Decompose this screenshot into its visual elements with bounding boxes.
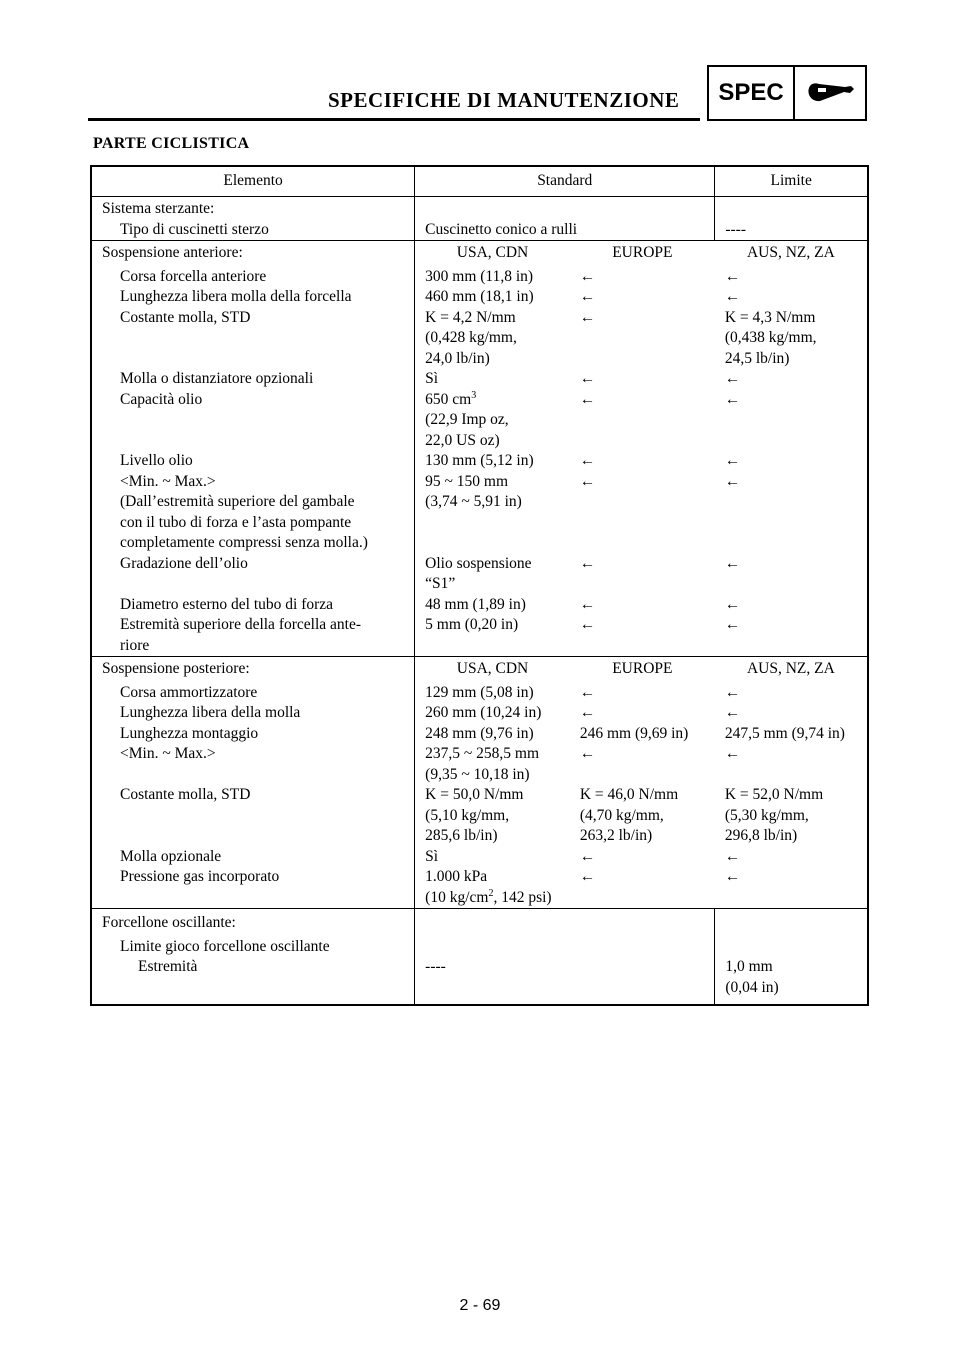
- table-row: [91, 957, 868, 1005]
- row-label: <Min. ~ Max.> (Dall’estremità superiore del gambale con il tubo di forza e l’asta pompante completamente compressi senza molla.): [120, 472, 368, 551]
- group-row-steering: [91, 197, 868, 220]
- standard-value: Cuscinetto conico a rulli: [415, 220, 715, 241]
- standard-value: 650 $cm^3$ (22,9 Imp oz, 22,0 US oz): [415, 390, 570, 452]
- page-header-title: SPECIFICHE DI MANUTENZIONE: [328, 88, 680, 112]
- group-label: Sistema sterzante:: [91, 197, 415, 220]
- standard-value: 237,5 ~ 258,5 mm (9,35 ~ 10,18 in): [415, 744, 570, 785]
- table-row: [91, 595, 868, 616]
- spec-badge: [707, 65, 867, 121]
- row-label: Molla opzionale: [120, 847, 222, 865]
- table-row: [91, 369, 868, 390]
- column-header: Limite: [715, 166, 868, 197]
- aus-value: ←: [724, 704, 741, 721]
- row-label: Lunghezza montaggio: [120, 724, 259, 742]
- table-row: [91, 785, 868, 847]
- group-label: Forcellone oscillante:: [91, 909, 415, 937]
- table-row: [91, 703, 868, 724]
- standard-value: Sì: [415, 369, 570, 390]
- region-header: EUROPE: [570, 657, 715, 683]
- rear-suspension-rows: [91, 683, 868, 909]
- table-row: [91, 937, 868, 958]
- aus-value: ←: [724, 616, 741, 633]
- region-header: USA, CDN: [415, 657, 570, 683]
- aus-value: K = 52,0 N/mm (5,30 kg/mm, 296,8 lb/in): [724, 786, 824, 844]
- aus-value: ←: [724, 595, 741, 613]
- row-label: Lunghezza libera molla della forcella: [120, 288, 352, 305]
- table-row: [91, 287, 868, 308]
- row-label: Estremità superiore della forcella ante- riore: [120, 616, 361, 654]
- front-suspension-rows: [91, 267, 868, 657]
- table-row: [91, 451, 868, 472]
- standard-value: 248 mm (9,76 in): [415, 724, 570, 745]
- standard-value: 95 ~ 150 mm (3,74 ~ 5,91 in): [415, 472, 570, 554]
- standard-value: Olio sospensione “S1”: [415, 554, 570, 595]
- aus-value: ←: [724, 554, 741, 572]
- row-label: <Min. ~ Max.>: [120, 745, 216, 762]
- page-number: 2 - 69: [459, 1297, 501, 1314]
- europe-value: ←: [579, 308, 596, 326]
- row-label: Corsa forcella anteriore: [120, 267, 267, 285]
- table-row: [91, 847, 868, 868]
- row-label: Limite gioco forcellone oscillante: [120, 937, 330, 955]
- europe-value: ←: [579, 288, 596, 305]
- aus-value: ←: [724, 683, 741, 701]
- limit-value: 1,0 mm (0,04 in): [715, 957, 868, 1005]
- standard-value: 130 mm (5,12 in): [415, 451, 570, 472]
- row-label: Corsa ammortizzatore: [120, 683, 258, 701]
- europe-value: ←: [579, 745, 596, 762]
- aus-value: 247,5 mm (9,74 in): [724, 724, 845, 742]
- europe-value: ←: [579, 267, 596, 285]
- table-header-row: [91, 166, 868, 197]
- europe-value: ←: [579, 554, 596, 572]
- aus-value: ←: [724, 868, 741, 885]
- group-label: Sospensione anteriore:: [91, 241, 415, 267]
- row-label: Lunghezza libera della molla: [120, 704, 301, 721]
- table-row: [91, 267, 868, 288]
- aus-value: ←: [724, 847, 741, 865]
- row-label: Costante molla, STD: [120, 786, 251, 803]
- column-header: Elemento: [91, 166, 415, 197]
- europe-value: ←: [579, 472, 596, 490]
- region-header: AUS, NZ, ZA: [715, 657, 868, 683]
- standard-value: K = 50,0 N/mm (5,10 kg/mm, 285,6 lb/in): [415, 785, 570, 847]
- europe-value: ←: [579, 683, 596, 701]
- europe-value: ←: [579, 452, 596, 469]
- standard-value: 5 mm (0,20 in): [415, 615, 570, 657]
- standard-value: ----: [415, 957, 715, 1005]
- spec-badge-label: SPEC: [709, 67, 795, 119]
- row-label: Diametro esterno del tubo di forza: [120, 595, 334, 613]
- table-row: [91, 744, 868, 785]
- standard-value: K = 4,2 N/mm (0,428 kg/mm, 24,0 lb/in): [415, 308, 570, 370]
- spec-table: [90, 165, 869, 1006]
- europe-value: ←: [579, 390, 596, 408]
- europe-value: ←: [579, 595, 596, 613]
- europe-value: K = 46,0 N/mm (4,70 kg/mm, 263,2 lb/in): [579, 786, 679, 844]
- standard-value: 1.000 kPa (10 $kg/cm^2$, 142 psi): [415, 867, 570, 909]
- region-header: USA, CDN: [415, 241, 570, 267]
- region-header: AUS, NZ, ZA: [715, 241, 868, 267]
- wrench-icon: [795, 67, 865, 119]
- group-row-swingarm: [91, 909, 868, 937]
- table-row: [91, 308, 868, 370]
- standard-value: 260 mm (10,24 in): [415, 703, 570, 724]
- standard-value: 129 mm (5,08 in): [415, 683, 570, 704]
- group-row-rear-suspension: [91, 657, 868, 683]
- region-header: EUROPE: [570, 241, 715, 267]
- europe-value: ←: [579, 847, 596, 865]
- table-row: [91, 220, 868, 241]
- europe-value: ←: [579, 868, 596, 885]
- row-label: Tipo di cuscinetti sterzo: [120, 220, 269, 238]
- header-rule: [88, 118, 700, 121]
- row-label: Gradazione dell’olio: [120, 554, 248, 572]
- standard-value: 460 mm (18,1 in): [415, 287, 570, 308]
- europe-value: ←: [579, 704, 596, 721]
- standard-value: 300 mm (11,8 in): [415, 267, 570, 288]
- row-label: Pressione gas incorporato: [120, 868, 280, 885]
- limit-value: ----: [715, 220, 868, 241]
- column-header: Standard: [415, 166, 715, 197]
- aus-value: ←: [724, 267, 741, 285]
- aus-value: ←: [724, 472, 741, 490]
- table-row: [91, 390, 868, 452]
- table-row: [91, 615, 868, 657]
- europe-value: ←: [579, 370, 596, 387]
- section-title: PARTE CICLISTICA: [93, 135, 250, 152]
- row-label: Costante molla, STD: [120, 308, 251, 326]
- aus-value: K = 4,3 N/mm (0,438 kg/mm, 24,5 lb/in): [724, 308, 817, 367]
- row-label: Livello olio: [120, 452, 193, 469]
- europe-value: ←: [579, 616, 596, 633]
- group-label: Sospensione posteriore:: [91, 657, 415, 683]
- aus-value: ←: [724, 390, 741, 408]
- table-row: [91, 867, 868, 909]
- standard-value: 48 mm (1,89 in): [415, 595, 570, 616]
- aus-value: ←: [724, 288, 741, 305]
- group-row-front-suspension: [91, 241, 868, 267]
- aus-value: ←: [724, 370, 741, 387]
- aus-value: ←: [724, 745, 741, 762]
- row-label: Capacità olio: [120, 390, 203, 408]
- standard-value: Sì: [415, 847, 570, 868]
- europe-value: 246 mm (9,69 in): [579, 724, 689, 742]
- row-label: Estremità: [138, 958, 198, 975]
- table-row: [91, 554, 868, 595]
- row-label: Molla o distanziatore opzionali: [120, 370, 314, 387]
- table-row: [91, 724, 868, 745]
- table-row: [91, 683, 868, 704]
- aus-value: ←: [724, 452, 741, 469]
- table-row: [91, 472, 868, 554]
